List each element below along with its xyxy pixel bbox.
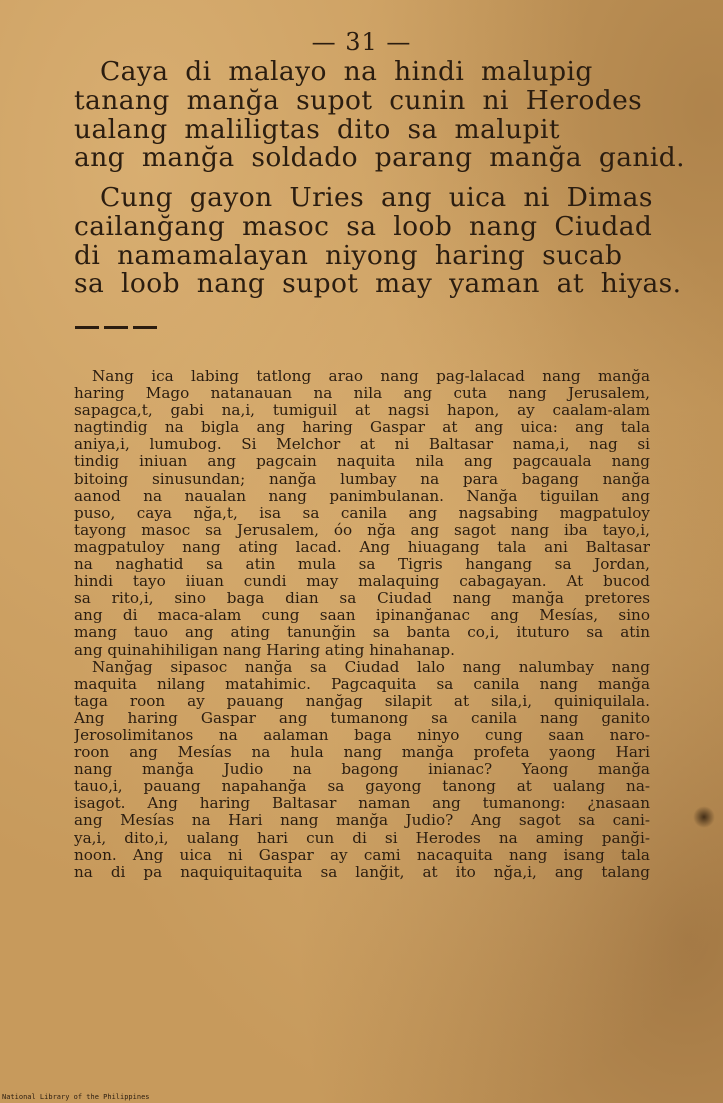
page-number: — 31 — bbox=[311, 28, 412, 56]
prose-body bbox=[74, 368, 650, 881]
verse-line: cailanğang masoc sa loob nang Ciudad bbox=[74, 210, 653, 242]
prose-line: ang di maca-alam cung saan ipinanğanac ang Mesías, sino bbox=[74, 607, 650, 625]
prose-line: ang Mesías na Hari nang manğa Judio? Ang sagot sa cani- bbox=[74, 812, 650, 830]
separator-dash bbox=[104, 326, 128, 329]
prose-line: roon ang Mesías na hula nang manğa profeta yaong Hari bbox=[74, 744, 650, 762]
prose-line: Jerosolimitanos na aalaman baga ninyo cung saan naro- bbox=[74, 726, 650, 744]
verse-line: di namamalayan niyong haring sucab bbox=[74, 239, 623, 271]
prose-line: sapagca,t, gabi na,i, tumiguil at nagsi hapon, ay caalam-alam bbox=[74, 402, 650, 420]
prose-line: magpatuloy nang ating lacad. Ang hiuagang tala ani Baltasar bbox=[74, 538, 650, 556]
prose-line: Nanğag sipasoc nanğa sa Ciudad lalo nang nalumbay nang bbox=[92, 658, 650, 676]
prose-line: sa rito,i, sino baga dian sa Ciudad nang manğa pretores bbox=[74, 590, 650, 608]
prose-line: taga roon ay pauang nanğag silapit at sila,i, quiniquilala. bbox=[74, 692, 650, 710]
prose-line: tindig iniuan ang pagcain naquita nila ang pagcauala nang bbox=[74, 453, 650, 471]
section-separator bbox=[75, 326, 157, 329]
prose-line: na naghatid sa atin mula sa Tigris hangang sa Jordan, bbox=[74, 556, 650, 574]
prose-line: nagtindig na bigla ang haring Gaspar at ang uica: ang tala bbox=[74, 419, 650, 437]
prose-line: noon. Ang uica ni Gaspar ay cami nacaquita nang isang tala bbox=[74, 846, 650, 864]
prose-line: nang manğa Judio na bagong inianac? Yaong manğa bbox=[74, 761, 650, 779]
prose-line: bitoing sinusundan; nanğa lumbay na para bagang nanğa bbox=[74, 470, 650, 488]
verse-line: ualang maliligtas dito sa malupit bbox=[74, 113, 560, 145]
verse-line: Cung gayon Uries ang uica ni Dimas bbox=[100, 182, 653, 213]
prose-line: tayong masoc sa Jerusalem, óo nğa ang sagot nang iba tayo,i, bbox=[74, 521, 650, 539]
prose-line: Nang ica labing tatlong arao nang pag-lalacad nang manğa bbox=[92, 368, 650, 385]
prose-line: haring Mago natanauan na nila ang cuta nang Jerusalem, bbox=[74, 385, 650, 403]
prose-line: aniya,i, lumubog. Si Melchor at ni Baltasar nama,i, nag si bbox=[74, 436, 650, 454]
prose-line: ang quinahihiligan nang Haring ating hinahanap. bbox=[74, 641, 455, 659]
separator-dash bbox=[75, 326, 99, 329]
verse-stanza bbox=[74, 56, 685, 174]
scan-stain bbox=[693, 806, 715, 828]
prose-line: Ang haring Gaspar ang tumanong sa canila nang ganito bbox=[74, 709, 650, 727]
prose-line: na di pa naquiquitaquita sa lanğit, at ito nğa,i, ang talang bbox=[74, 863, 650, 881]
verse-line: sa loob nang supot may yaman at hiyas. bbox=[74, 268, 682, 300]
separator-dash bbox=[133, 326, 157, 329]
prose-line: aanod na naualan nang panimbulanan. Nanğa tiguilan ang bbox=[74, 487, 650, 505]
library-credit: National Library of the Philippines bbox=[2, 1093, 150, 1101]
prose-line: hindi tayo iiuan cundi may malaquing cabagayan. At bucod bbox=[74, 573, 650, 591]
prose-line: maquita nilang matahimic. Pagcaquita sa canila nang manğa bbox=[74, 675, 650, 693]
prose-line: ya,i, dito,i, ualang hari cun di si Herodes na aming panği- bbox=[74, 829, 650, 847]
prose-line: mang tauo ang ating tanunğin sa banta co,i, ituturo sa atin bbox=[74, 624, 650, 642]
verse-line: ang manğa soldado parang manğa ganid. bbox=[74, 142, 685, 174]
prose-line: isagot. Ang haring Baltasar naman ang tumanong: ¿nasaan bbox=[74, 795, 650, 813]
verse-line: tanang manğa supot cunin ni Herodes bbox=[74, 84, 643, 116]
prose-line: puso, caya nğa,t, isa sa canila ang nagsabing magpatuloy bbox=[74, 504, 650, 522]
prose-line: tauo,i, pauang napahanğa sa gayong tanong at ualang na- bbox=[74, 778, 650, 796]
verse-stanza bbox=[74, 182, 682, 300]
verse-line: Caya di malayo na hindi malupig bbox=[100, 56, 593, 87]
